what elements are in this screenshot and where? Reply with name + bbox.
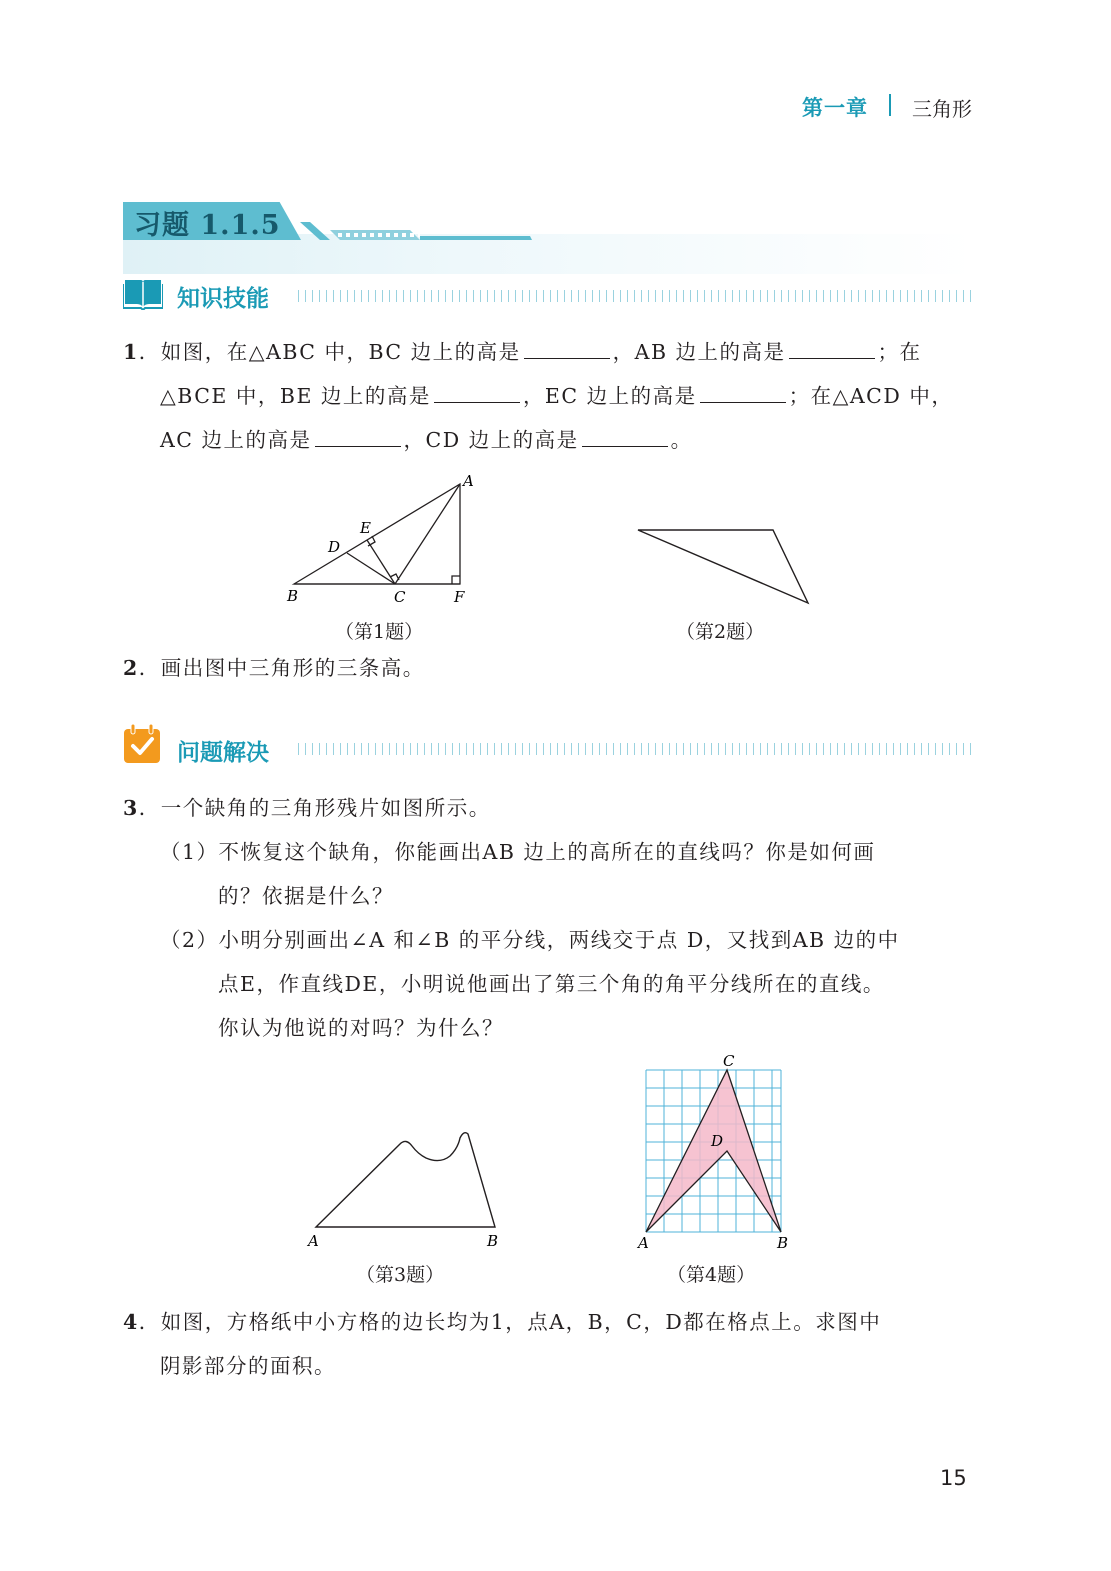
fig2-caption: （第2题） [676,621,765,643]
question-4-line2: 阴影部分的面积。 [160,1354,336,1378]
chapter-title: 三角形 [912,97,972,121]
page-number: 15 [940,1466,967,1490]
answer-blank [434,380,520,403]
fig3-label-a: A [308,1232,319,1250]
answer-blank [789,336,875,359]
section-divider [298,743,973,755]
q3-part1-line2: 的？依据是什么？ [218,884,394,908]
q3-part1-line1: （1）不恢复这个缺角，你能画出AB 边上的高所在的直线吗？你是如何画 [160,840,876,864]
fig3-caption: （第3题） [356,1264,445,1286]
fig1-label-a: A [463,472,474,490]
fig4-label-b: B [777,1234,789,1252]
fig1-label-e: E [360,519,371,537]
fig4-label-d: D [711,1132,724,1150]
question-2: 2．画出图中三角形的三条高。 [123,656,425,680]
fig4-label-a: A [638,1234,649,1252]
question-1-line2: △BCE 中，BE 边上的高是 ，EC 边上的高是 ；在△ACD 中， [160,374,980,418]
figure-1 [280,470,480,610]
fig4-label-c: C [723,1052,735,1070]
q4-number: 4 [123,1310,139,1334]
answer-blank [524,336,610,359]
question-3: 3．一个缺角的三角形残片如图所示。 [123,796,491,820]
fig4-caption: （第4题） [667,1264,756,1286]
question-1-line3: AC 边上的高是 ，CD 边上的高是 。 [160,418,980,462]
fig1-label-d: D [328,538,341,556]
q1-number: 1 [123,340,139,364]
book-icon [123,276,163,310]
chapter-label: 第一章 [802,96,868,120]
exercise-title: 习题 1.1.5 [134,210,281,241]
fig3-label-b: B [487,1232,499,1250]
figure-4 [632,1052,797,1252]
q3-number: 3 [123,796,139,820]
section-divider [298,290,973,302]
question-1: 1．如图，在△ABC 中，BC 边上的高是 ，AB 边上的高是 ；在 [123,330,983,374]
answer-blank [700,380,786,403]
section-skills-title: 知识技能 [177,286,269,312]
fig1-label-f: F [454,588,465,606]
answer-blank [315,424,401,447]
header-separator [889,94,891,116]
figure-2 [630,522,820,612]
checklist-icon [123,724,161,764]
question-4: 4．如图，方格纸中小方格的边长均为1，点A，B，C，D都在格点上。求图中 [123,1310,882,1334]
exercise-stripes [300,222,532,242]
fig1-label-b: B [287,587,299,605]
figure-3 [300,1120,515,1255]
section-problem-title: 问题解决 [177,740,269,766]
q3-part2-line3: 你认为他说的对吗？为什么？ [218,1016,504,1040]
q2-number: 2 [123,656,139,680]
q3-part2-line1: （2）小明分别画出∠A 和∠B 的平分线，两线交于点 D，又找到AB 边的中 [160,928,900,952]
fig1-label-c: C [394,588,406,606]
q3-part2-line2: 点E，作直线DE，小明说他画出了第三个角的角平分线所在的直线。 [218,972,885,996]
fig1-caption: （第1题） [335,621,424,643]
answer-blank [582,424,668,447]
